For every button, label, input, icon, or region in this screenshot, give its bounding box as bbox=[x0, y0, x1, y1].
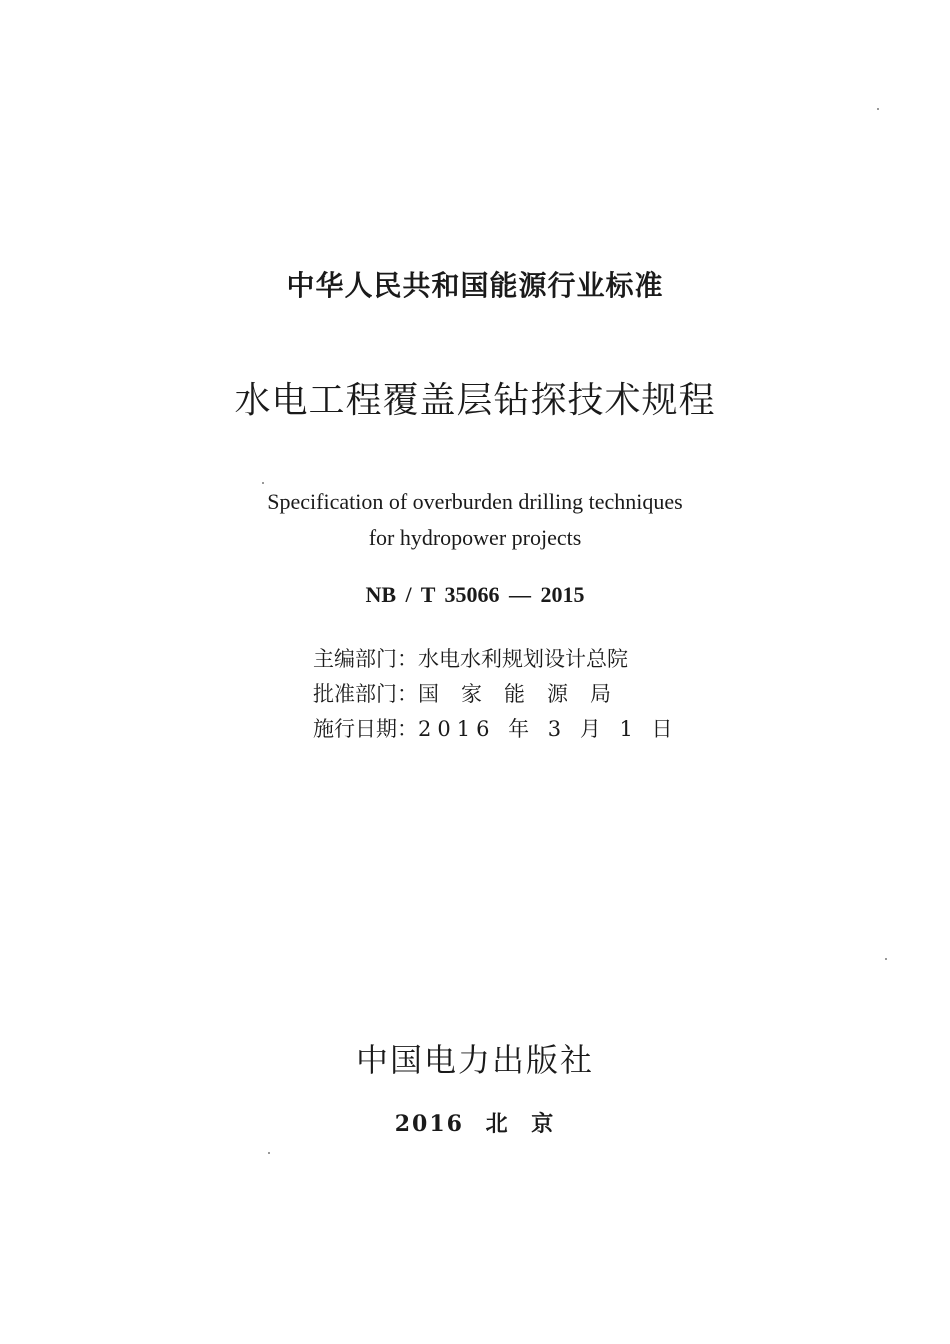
scan-speck bbox=[262, 482, 264, 484]
approver-value: 国家能源局 bbox=[418, 682, 633, 706]
effective-date-row bbox=[313, 712, 679, 747]
title-english bbox=[0, 484, 950, 556]
scan-speck bbox=[268, 1152, 270, 1154]
publisher-name: 中国电力出版社 bbox=[355, 1041, 594, 1079]
info-block bbox=[313, 642, 679, 747]
title-english-line-1: Specification of overburden drilling techniques bbox=[267, 489, 683, 514]
scan-speck bbox=[885, 958, 887, 960]
scan-speck bbox=[877, 108, 879, 110]
approver-label: 批准部门： bbox=[313, 682, 418, 706]
title-english-line-2: for hydropower projects bbox=[368, 525, 582, 550]
editor-row bbox=[313, 642, 679, 677]
standard-code: NB / T 35066 — 2015 bbox=[365, 582, 585, 607]
publication-year-city: 2016 北 京 bbox=[394, 1111, 556, 1137]
standard-category: 中华人民共和国能源行业标准 bbox=[286, 269, 664, 302]
effective-date-label: 施行日期： bbox=[313, 717, 418, 741]
editor-label: 主编部门： bbox=[313, 647, 418, 671]
editor-value: 水电水利规划设计总院 bbox=[418, 647, 628, 671]
title-chinese: 水电工程覆盖层钻探技术规程 bbox=[234, 380, 716, 421]
approver-row bbox=[313, 677, 679, 712]
effective-date-value: 2016 年 3 月 1 日 bbox=[418, 717, 679, 741]
